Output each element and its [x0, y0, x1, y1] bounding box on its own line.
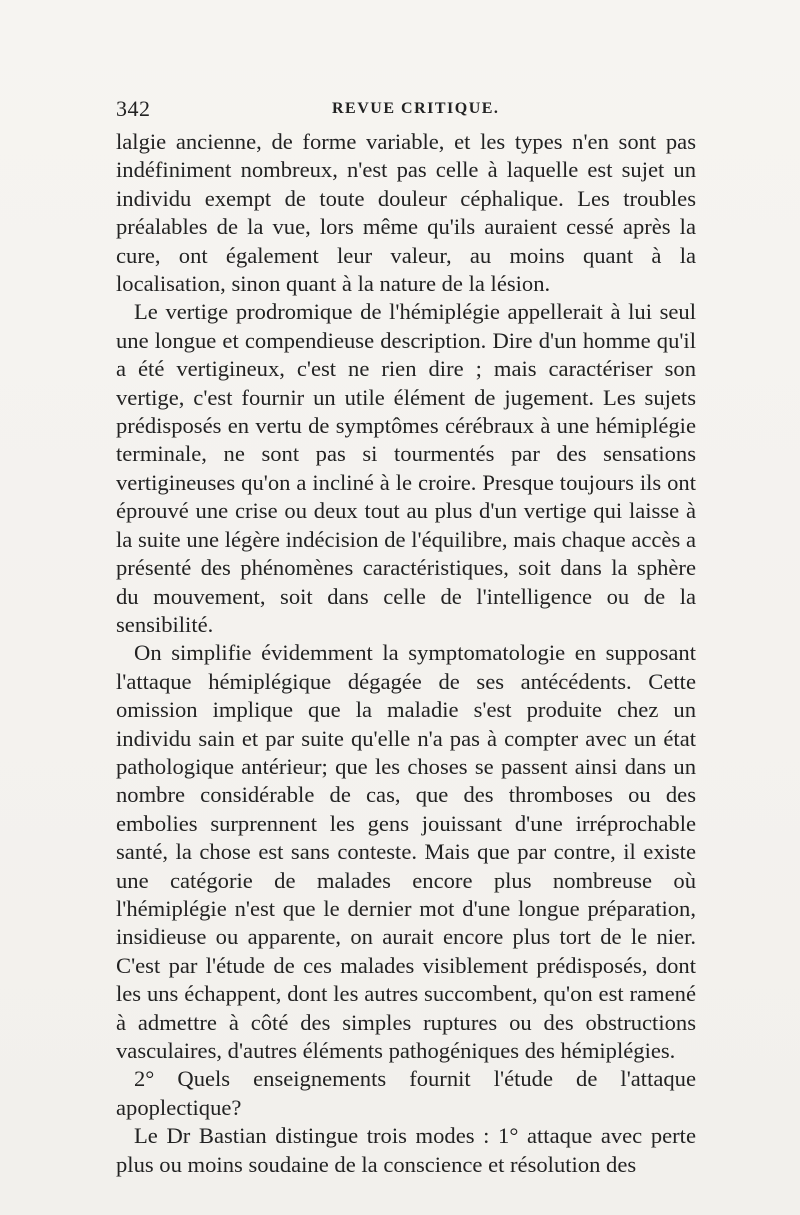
- body-text: [116, 128, 696, 1179]
- paragraph-1: lalgie ancienne, de forme variable, et les types n'en sont pas indéfiniment nombreux, n'est pas celle à laquelle est sujet un individu exempt de toute douleur céphalique. Les troubles préalables de la vue, lors même qu'ils auraient cessé après la cure, ont également leur valeur, au moins quant à la localisation, sinon quant à la nature de la lésion.: [116, 129, 696, 297]
- paragraph-3: On simplifie évidemment la symptomatologie en supposant l'attaque hémiplégique dégagée de ses antécédents. Cette omission implique que la maladie s'est produite chez un individu sain et par suite qu'elle n'a pas à compter avec un état pathologique antérieur; que les choses se passent ainsi dans un nombre considérable de cas, que des thromboses ou des embolies surprennent les gens jouissant d'une irréprochable santé, la chose est sans conteste. Mais que par contre, il existe une catégorie de malades encore plus nombreuse où l'hémiplégie n'est que le dernier mot d'une longue préparation, insidieuse ou apparente, on aurait encore plus tort de le nier. C'est par l'étude de ces malades visiblement prédisposés, dont les uns échappent, dont les autres succombent, qu'on est ramené à admettre à côté des simples ruptures ou des obstructions vasculaires, d'autres éléments pathogéniques des hémiplégies.: [116, 640, 696, 1063]
- page-number: 342: [116, 96, 151, 121]
- paragraph-2: Le vertige prodromique de l'hémiplégie appellerait à lui seul une longue et compendieuse description. Dire d'un homme qu'il a été vertigineux, c'est ne rien dire ; mais caractériser son vertige, c'est fournir un utile élément de jugement. Les sujets prédisposés en vertu de symptômes cérébraux à une hémiplégie terminale, ne sont pas si tourmentés par des sensations vertigineuses qu'on a incliné à le croire. Presque toujours ils ont éprouvé une crise ou deux tout au plus d'un vertige qui laisse à la suite une légère indécision de l'équilibre, mais chaque accès a présenté des phénomènes caractéristiques, soit dans la sphère du mouvement, soit dans celle de l'intelligence ou de la sensibilité.: [116, 299, 696, 637]
- paragraph-5: Le Dr Bastian distingue trois modes : 1° attaque avec perte plus ou moins soudaine de la conscience et résolution des: [116, 1123, 696, 1177]
- running-title: REVUE CRITIQUE.: [332, 100, 500, 117]
- paragraph-4: 2° Quels enseignements fournit l'étude de l'attaque apoplectique?: [116, 1066, 696, 1120]
- page-header: [116, 94, 696, 124]
